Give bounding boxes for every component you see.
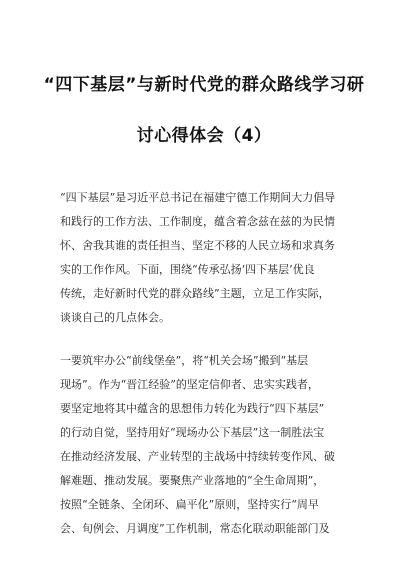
- document-title-line-1: “四下基层”与新时代党的群众路线学习研: [43, 75, 365, 95]
- paragraph-line: 传统，走好新时代党的群众路线”主题，立足工作实际，: [60, 287, 330, 300]
- paragraph-line: 会、旬例会、月调度”工作机制，常态化联动职能部门及: [60, 522, 330, 535]
- paragraph-2: [60, 349, 360, 541]
- paragraph-line: 实的工作作风。下面，围绕“传承弘扬‘四下基层’优良: [60, 263, 315, 276]
- paragraph-line: 现场”。作为“晋江经验”的坚定信仰者、忠实实践者，: [60, 378, 319, 391]
- paragraph-line: 按照“全链条、全闭环、扁平化”原则，坚持实行“周早: [60, 498, 319, 511]
- paragraph-line: 的行动自觉，坚持用好“现场办公下基层”这一制胜法宝: [60, 426, 325, 439]
- paragraph-line: 在推动经济发展、产业转型的主战场中持续转变作风、破: [60, 450, 335, 463]
- paragraph-line: 解难题、推动发展。要聚焦产业落地的“全生命周期”，: [60, 474, 325, 487]
- paragraph-line: 要坚定地将其中蕴含的思想伟力转化为践行“四下基层”: [60, 402, 325, 415]
- paragraph-line: 一要筑牢办公“前线堡垒”，将“机关会场”搬到“基层: [60, 354, 309, 367]
- document-title-line-2: 讨心得体会（4）: [136, 126, 272, 146]
- paragraph-line: “四下基层”是习近平总书记在福建宁德工作期间大力倡导: [60, 191, 336, 204]
- paragraph-line: 怀、舍我其谁的责任担当、坚定不移的人民立场和求真务: [60, 239, 335, 252]
- paragraph-1: [60, 186, 360, 330]
- paragraph-line: 谈谈自己的几点体会。: [60, 311, 170, 324]
- paragraph-line: 和践行的工作方法、工作制度，蕴含着念兹在兹的为民情: [60, 215, 335, 228]
